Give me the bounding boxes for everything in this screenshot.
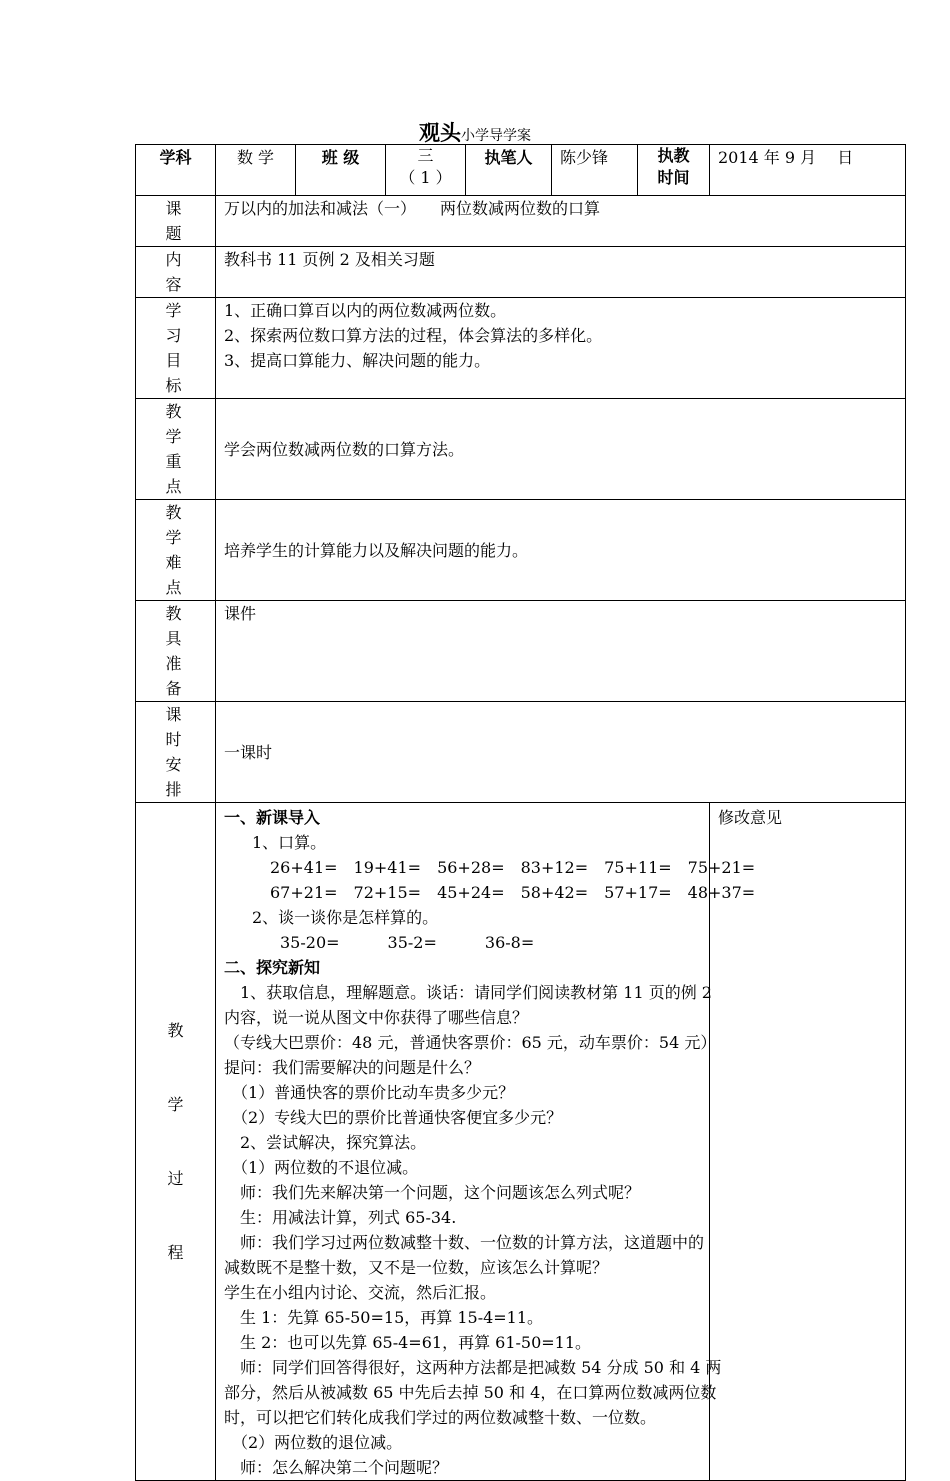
diff-label-line2: 难 点: [165, 553, 192, 597]
process-line: 2、谈一谈你是怎样算的。: [252, 908, 439, 927]
process-line: 时，可以把它们转化成我们学过的两位数减整十数、一位数。: [224, 1408, 657, 1427]
tools-label-line1: 教 具: [165, 604, 192, 648]
process-line: 学生在小组内讨论、交流，然后汇报。: [224, 1283, 497, 1302]
class-label: 班 级: [296, 145, 386, 196]
class-grade: 三: [417, 146, 434, 165]
process-line: 内容，说一说从图文中你获得了哪些信息？: [224, 1008, 529, 1027]
tools-row: [136, 601, 906, 702]
schedule-row: [136, 702, 906, 803]
process-line: 生：用减法计算，列式 65-34.: [224, 1208, 457, 1227]
sched-label-line2: 安 排: [165, 755, 192, 799]
section-heading: 二、探究新知: [224, 958, 321, 977]
process-label-char: 过: [167, 1168, 184, 1188]
content-label: 内 容: [136, 247, 216, 298]
topic-value: 万以内的加法和减法（一） 两位数减两位数的口算: [216, 196, 906, 247]
sched-label-line1: 课 时: [165, 705, 192, 749]
class-number: （ 1 ）: [399, 168, 452, 187]
subject-label: 学科: [136, 145, 216, 196]
process-line: 提问：我们需要解决的问题是什么？: [224, 1058, 481, 1077]
remarks-label: 修改意见: [718, 808, 783, 827]
topic-row: [136, 196, 906, 247]
process-line: 1、获取信息，理解题意。谈话：请同学们阅读教材第 11 页的例 2: [224, 983, 712, 1002]
process-line: （2）专线大巴的票价比普通快客便宜多少元？: [224, 1108, 563, 1127]
process-line: 生 2：也可以先算 65-4=61，再算 61-50=11。: [224, 1333, 592, 1352]
difficulty-row: [136, 500, 906, 601]
process-line: 部分，然后从被减数 65 中先后去掉 50 和 4，在口算两位数减两位数: [224, 1383, 717, 1402]
process-line: 26+41= 19+41= 56+28= 83+12= 75+11= 75+21=: [270, 858, 756, 877]
author-label: 执笔人: [466, 145, 552, 196]
goal-item: 1、正确口算百以内的两位数减两位数。: [224, 301, 507, 320]
process-line: 减数既不是整十数，又不是一位数，应该怎么计算呢？: [224, 1258, 609, 1277]
content-row: [136, 247, 906, 298]
process-line: 师：我们学习过两位数减整十数、一位数的计算方法，这道题中的: [224, 1233, 705, 1252]
process-line: 师：怎么解决第二个问题呢？: [224, 1458, 449, 1477]
time-value: 2014 年 9 月 日: [710, 145, 906, 196]
key-label-line2: 重 点: [165, 452, 192, 496]
process-label-char: 学: [167, 1094, 184, 1114]
process-line: 35-20= 35-2= 36-8=: [280, 933, 535, 952]
key-point-row: [136, 399, 906, 500]
schedule-label: [136, 702, 216, 803]
lesson-plan-table: [135, 144, 906, 1481]
process-line: 1、口算。: [252, 833, 327, 852]
process-line: （专线大巴票价：48 元，普通快客票价：65 元，动车票价：54 元）: [224, 1033, 717, 1052]
goals-label-line2: 目 标: [165, 351, 192, 395]
key-label-line1: 教 学: [165, 402, 192, 446]
process-line: 师：同学们回答得很好，这两种方法都是把减数 54 分成 50 和 4 两: [224, 1358, 722, 1377]
title-main: 观头: [419, 120, 461, 145]
time-label-line2: 时间: [657, 168, 690, 187]
goals-value: [216, 298, 906, 399]
time-label: [638, 145, 710, 196]
difficulty-value: 培养学生的计算能力以及解决问题的能力。: [216, 500, 906, 601]
subject-value: 数 学: [216, 145, 296, 196]
process-line: （2）两位数的退位减。: [224, 1433, 403, 1452]
process-line: 生 1：先算 65-50=15，再算 15-4=11。: [224, 1308, 544, 1327]
class-value: [386, 145, 466, 196]
author-value: 陈少锋: [552, 145, 638, 196]
header-row: [136, 145, 906, 196]
process-label-char: 程: [167, 1242, 184, 1262]
process-line: 67+21= 72+15= 45+24= 58+42= 57+17= 48+37=: [270, 883, 756, 902]
diff-label-line1: 教 学: [165, 503, 192, 547]
process-line: （1）普通快客的票价比动车贵多少元？: [224, 1083, 515, 1102]
document-title: [0, 117, 950, 147]
goals-label: [136, 298, 216, 399]
goal-item: 2、探索两位数口算方法的过程，体会算法的多样化。: [224, 326, 603, 345]
schedule-value: 一课时: [216, 702, 906, 803]
tools-value: 课件: [216, 601, 906, 702]
content-value: 教科书 11 页例 2 及相关习题: [216, 247, 906, 298]
process-line: （1）两位数的不退位减。: [224, 1158, 419, 1177]
process-line: 师：我们先来解决第一个问题，这个问题该怎么列式呢？: [224, 1183, 641, 1202]
process-label: [136, 803, 216, 1481]
process-row: [136, 803, 906, 1481]
goals-row: [136, 298, 906, 399]
goals-label-line1: 学 习: [165, 301, 192, 345]
key-point-label: [136, 399, 216, 500]
key-point-value: 学会两位数减两位数的口算方法。: [216, 399, 906, 500]
title-sub: 小学导学案: [461, 128, 531, 144]
time-label-line1: 执教: [657, 146, 690, 165]
process-line: 2、尝试解决，探究算法。: [224, 1133, 427, 1152]
topic-label: 课 题: [136, 196, 216, 247]
tools-label: [136, 601, 216, 702]
tools-label-line2: 准 备: [165, 654, 192, 698]
difficulty-label: [136, 500, 216, 601]
goal-item: 3、提高口算能力、解决问题的能力。: [224, 351, 491, 370]
section-heading: 一、新课导入: [224, 808, 321, 827]
process-label-char: 教: [167, 1020, 184, 1040]
